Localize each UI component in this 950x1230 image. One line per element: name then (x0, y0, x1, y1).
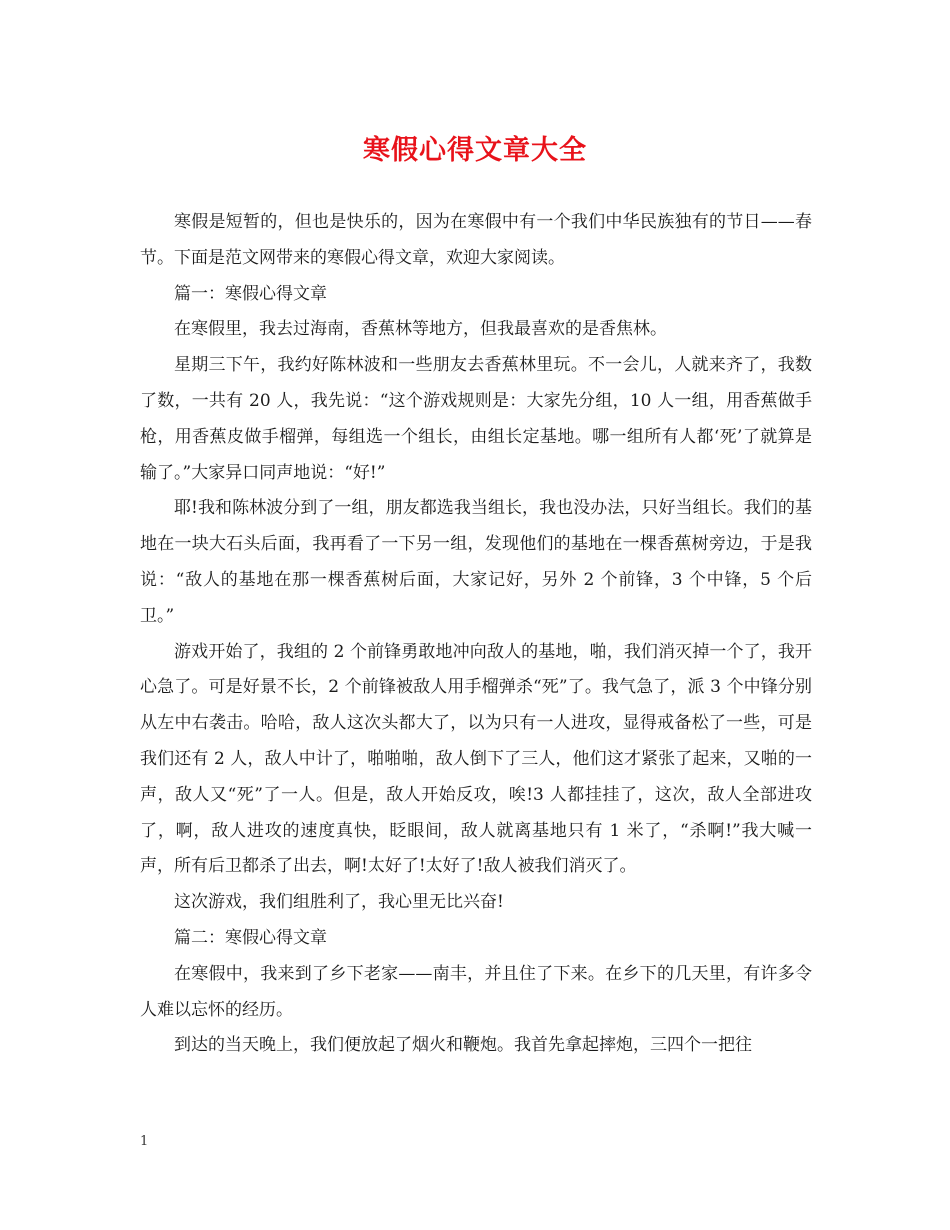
section-heading-2: 篇二：寒假心得文章 (174, 927, 327, 948)
section-heading-1: 篇一：寒假心得文章 (174, 283, 327, 304)
page-number: 1 (140, 1134, 149, 1149)
document-body (140, 205, 812, 1064)
paragraph-intro: 寒假是短暂的，但也是快乐的，因为在寒假中有一个我们中华民族独有的节日——春节。下面是范文网带来的寒假心得文章，欢迎大家阅读。 (140, 212, 812, 268)
paragraph: 在寒假中，我来到了乡下老家——南丰，并且住了下来。在乡下的几天里，有许多令人难以忘怀的经历。 (140, 963, 812, 1020)
document-title: 寒假心得文章大全 (363, 135, 587, 166)
paragraph: 星期三下午，我约好陈林波和一些朋友去香蕉林里玩。不一会儿，人就来齐了，我数了数，一共有 20 人，我先说：“这个游戏规则是：大家先分组，10 人一组，用香蕉做手枪，用香蕉皮做手榴弹，每组选一个组长，由组长定基地。哪一组所有人都‘死’了就算是输了。”大家异口同声地说：“好!” (140, 355, 812, 483)
paragraph: 这次游戏，我们组胜利了，我心里无比兴奋! (174, 892, 504, 913)
paragraph: 游戏开始了，我组的 2 个前锋勇敢地冲向敌人的基地，啪，我们消灭掉一个了，我开心急了。可是好景不长，2 个前锋被敌人用手榴弹杀“死”了。我气急了，派 3 个中锋分别从左中右袭击。哈哈，敌人这次头都大了，以为只有一人进攻，显得戒备松了一些，可是我们还有 2 人，敌人中计了，啪啪啪，敌人倒下了三人，他们这才紧张了起来，又啪的一声，敌人又“死”了一人。但是，敌人开始反攻，唉!3 人都挂挂了，这次，敌人全部进攻了，啊，敌人进攻的速度真快，眨眼间，敌人就离基地只有 1 米了，“杀啊!”我大喊一声，所有后卫都杀了出去，啊!太好了!太好了!敌人被我们消灭了。 (140, 641, 812, 877)
paragraph: 到达的当天晚上，我们便放起了烟火和鞭炮。我首先拿起摔炮，三四个一把往 (174, 1035, 752, 1056)
paragraph: 在寒假里，我去过海南，香蕉林等地方，但我最喜欢的是香焦林。 (174, 319, 667, 340)
paragraph: 耶!我和陈林波分到了一组，朋友都选我当组长，我也没办法，只好当组长。我们的基地在一块大石头后面，我再看了一下另一组，发现他们的基地在一棵香蕉树旁边，于是我说：“敌人的基地在那一棵香蕉树后面，大家记好，另外 2 个前锋，3 个中锋，5 个后卫。” (140, 498, 812, 626)
